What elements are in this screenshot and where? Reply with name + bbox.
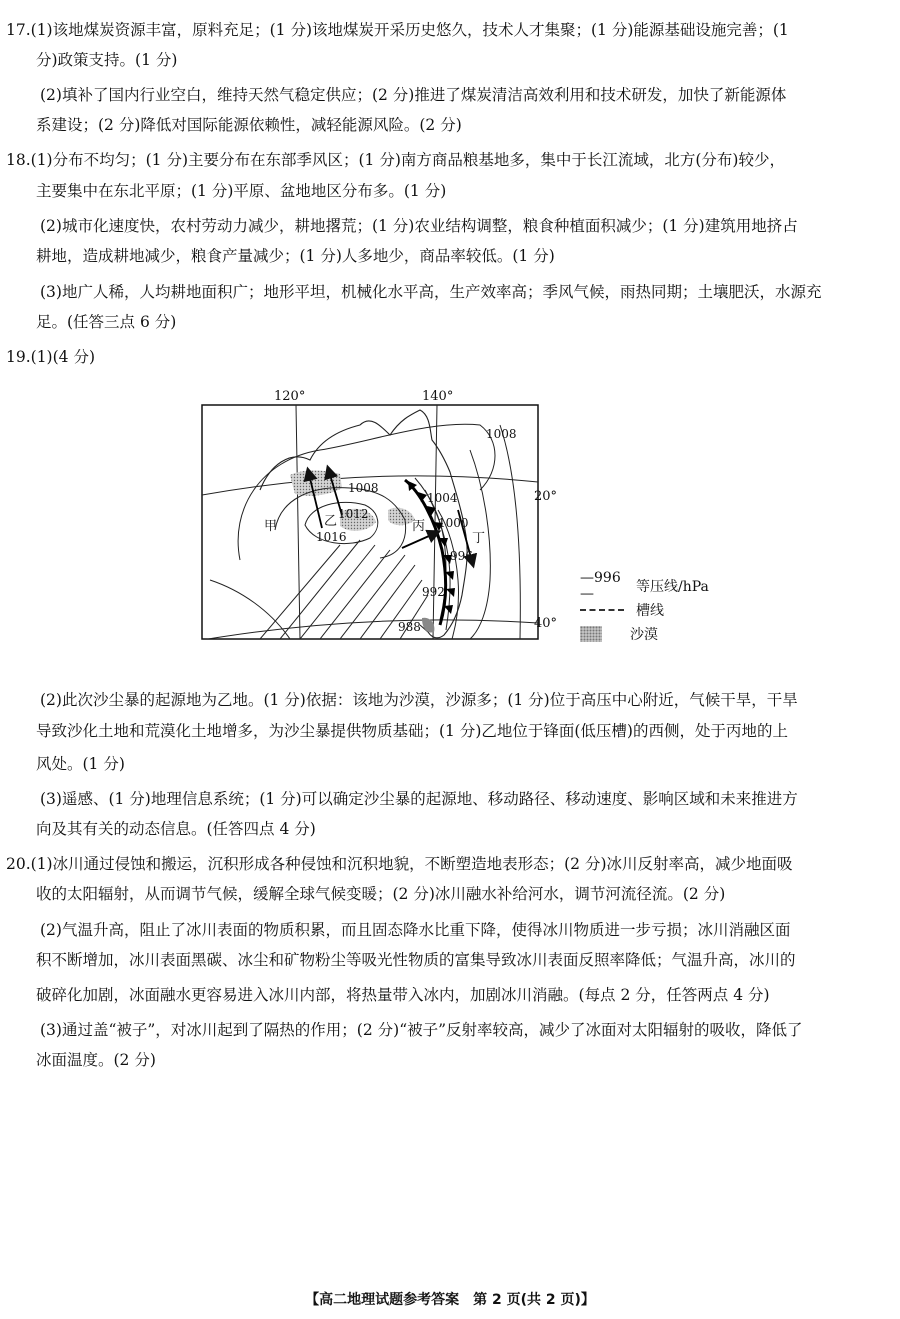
q20-line-5: 破碎化加剧，冰面融水更容易进入冰川内部，将热量带入冰内，加剧冰川消融。(每点 2 分，任答两点 4 分) — [36, 986, 770, 1004]
q17-line-3: (2)填补了国内行业空白，维持天然气稳定供应；(2 分)推进了煤炭清洁高效利用和技术研发，加快了新能源体 — [40, 86, 787, 104]
q20-line-2: 收的太阳辐射，从而调节气候，缓解全球气候变暖；(2 分)冰川融水补给河水，调节河流径流。(2 分) — [36, 885, 726, 903]
q20-line-7: 冰面温度。(2 分) — [36, 1051, 156, 1069]
q20-line-4: 积不断增加，冰川表面黑碳、冰尘和矿物粉尘等吸光性物质的富集导致冰川表面反照率降低；气温升高，冰川的 — [36, 951, 796, 969]
q20-line-1: 20.(1)冰川通过侵蚀和搬运，沉积形成各种侵蚀和沉积地貌，不断塑造地表形态；(2 分)冰川反射率高，减少地面吸 — [6, 855, 793, 873]
place-bing: 丙 — [412, 519, 426, 534]
q19-line-5: (3)遥感、(1 分)地理信息系统；(1 分)可以确定沙尘暴的起源地、移动路径、移动速度、影响区域和未来推进方 — [40, 790, 798, 808]
label-lat-20: 20° — [534, 489, 558, 504]
q17-line-2: 分)政策支持。(1 分) — [36, 51, 178, 69]
q19-line-2: (2)此次沙尘暴的起源地为乙地。(1 分)依据：该地为沙漠，沙源多；(1 分)位于高压中心附近，气候干旱，干旱 — [40, 691, 798, 709]
q19-line-4: 风处。(1 分) — [36, 755, 125, 773]
q19-line-1: 19.(1)(4 分) — [6, 348, 95, 366]
legend-isobar — [580, 570, 709, 602]
q18-line-1: 18.(1)分布不均匀；(1 分)主要分布在东部季风区；(1 分)南方商品粮基地多，集中于长江流域，北方(分布)较少， — [6, 151, 785, 169]
page-footer: 【高二地理试题参考答案 第 2 页(共 2 页)】 — [305, 1292, 595, 1308]
isobar-label: 1008 — [486, 427, 517, 441]
label-lon-140: 140° — [422, 389, 454, 404]
place-ding: 丁 — [472, 531, 486, 546]
q18-line-6: 足。(任答三点 6 分) — [36, 313, 177, 331]
q17-line-1: 17.(1)该地煤炭资源丰富，原料充足；(1 分)该地煤炭开采历史悠久，技术人才集聚；(1 分)能源基础设施完善；(1 — [6, 21, 789, 39]
isobar-label: 1008 — [348, 481, 379, 495]
q17-line-4: 系建设；(2 分)降低对国际能源依赖性，减轻能源风险。(2 分) — [36, 116, 462, 134]
trough-line-symbol — [580, 609, 624, 611]
place-jia: 甲 — [264, 519, 278, 534]
q18-line-5: (3)地广人稀，人均耕地面积广；地形平坦，机械化水平高，生产效率高；季风气候，雨热同期；土壤肥沃，水源充 — [40, 283, 822, 301]
desert-symbol — [580, 626, 602, 642]
isobar-label: 1012 — [338, 507, 369, 521]
legend-isobar-symbol: —996— — [580, 570, 621, 602]
q18-line-3: (2)城市化速度快，农村劳动力减少，耕地撂荒；(1 分)农业结构调整，粮食种植面积减少；(1 分)建筑用地挤占 — [40, 217, 798, 235]
map-legend — [580, 570, 709, 646]
q18-line-4: 耕地，造成耕地减少，粮食产量减少；(1 分)人多地少，商品率较低。(1 分) — [36, 247, 555, 265]
q19-line-6: 向及其有关的动态信息。(任答四点 4 分) — [36, 820, 316, 838]
isobar-label: 1000 — [438, 516, 469, 530]
legend-desert — [580, 622, 709, 646]
q18-line-2: 主要集中在东北平原；(1 分)平原、盆地地区分布多。(1 分) — [36, 182, 447, 200]
legend-trough-label: 槽线 — [636, 603, 664, 619]
q20-line-6: (3)通过盖“被子”，对冰川起到了隔热的作用；(2 分)“被子”反射率较高，减少了冰面对太阳辐射的吸收，降低了 — [40, 1021, 803, 1039]
label-lat-40: 40° — [534, 616, 558, 631]
q19-line-3: 导致沙化土地和荒漠化土地增多，为沙尘暴提供物质基础；(1 分)乙地位于锋面(低压槽)的西侧，处于丙地的上 — [36, 722, 788, 740]
isobar-label: 1016 — [316, 530, 347, 544]
q20-line-3: (2)气温升高，阻止了冰川表面的物质积累，而且固态降水比重下降，使得冰川物质进一步亏损；冰川消融区面 — [40, 921, 791, 939]
isobar-label: 996 — [450, 549, 473, 563]
legend-isobar-label: 等压线/hPa — [636, 579, 709, 595]
place-yi: 乙 — [324, 514, 338, 529]
synoptic-map — [200, 380, 558, 642]
isobar-label: 988 — [398, 620, 421, 634]
isobar-label: 992 — [422, 585, 445, 599]
isobar-label: 1004 — [427, 491, 458, 505]
label-lon-120: 120° — [274, 389, 306, 404]
legend-desert-label: 沙漠 — [630, 627, 658, 643]
